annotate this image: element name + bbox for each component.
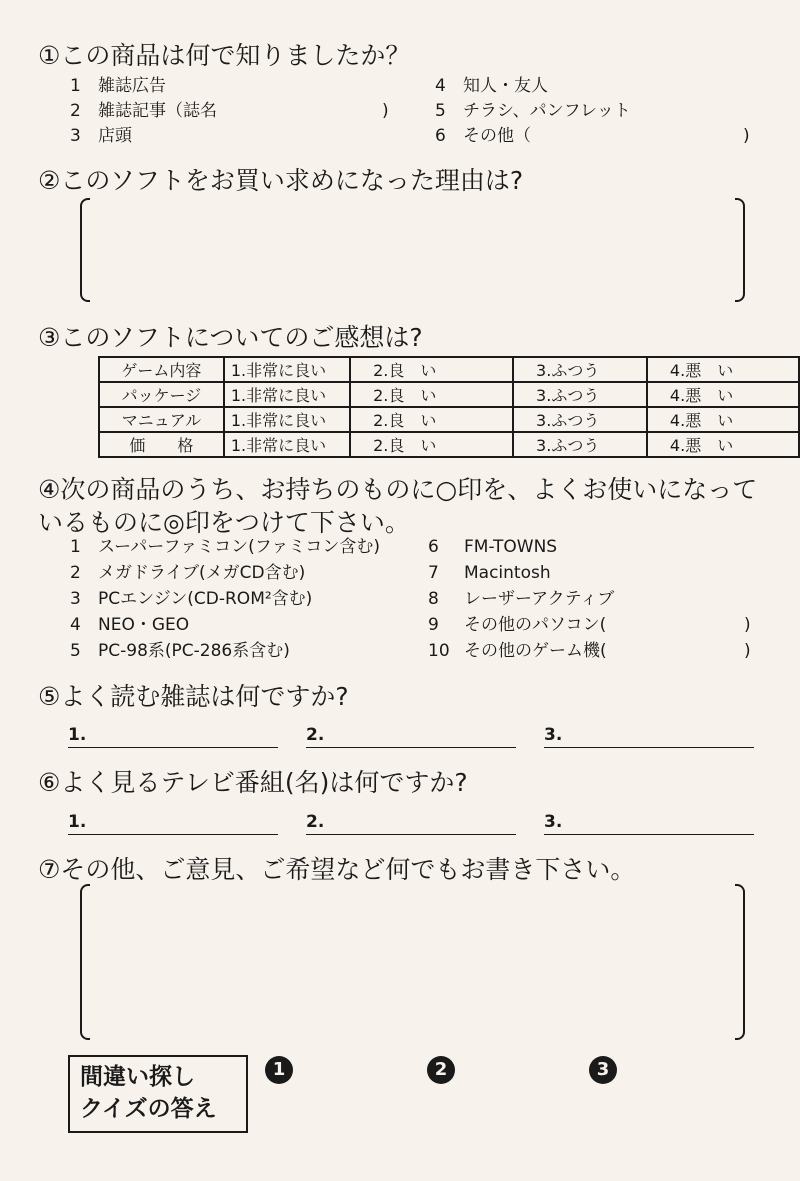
rating-option[interactable]: 1.非常に良い [224,407,350,432]
rating-option[interactable]: 1.非常に良い [224,382,350,407]
question-6-title: ⑥よく見るテレビ番組(名)は何ですか? [38,768,468,797]
option-item[interactable]: 9 その他のパソコン( ) [428,612,758,638]
close-paren: ) [744,615,751,635]
rating-option[interactable]: 4.悪 い [647,357,799,382]
option-item[interactable]: 4 NEO・GEO [70,615,190,635]
rating-option[interactable]: 4.悪 い [647,382,799,407]
question-7-title: ⑦その他、ご意見、ご希望など何でもお書き下さい。 [38,855,636,884]
option-item[interactable]: 1 雑誌広告 [70,76,166,96]
rating-option[interactable]: 3.ふつう [513,432,647,457]
quiz-answer-marker-1: 1 [265,1056,293,1084]
option-item[interactable]: 3 店頭 [70,126,132,146]
right-bracket [735,198,745,302]
rating-table [98,356,800,458]
rating-option[interactable]: 2.良 い [350,407,513,432]
option-item[interactable]: 6 その他（ ) [435,124,755,149]
option-item[interactable]: 2 メガドライブ(メガCD含む) [70,563,306,583]
row-category: パッケージ [99,382,224,407]
table-row [99,407,799,432]
close-paren: ) [744,641,751,661]
question-3-title: ③このソフトについてのご感想は? [38,323,423,352]
close-paren: ) [743,126,750,146]
option-item[interactable]: 7 Macintosh [428,563,551,583]
right-bracket [735,884,745,1040]
question-4-options-right [428,534,758,664]
left-bracket [80,884,90,1040]
magazine-field-1[interactable]: 1. [68,725,278,748]
rating-option[interactable]: 2.良 い [350,432,513,457]
rating-option[interactable]: 3.ふつう [513,357,647,382]
question-5-title: ⑤よく読む雑誌は何ですか? [38,682,349,711]
option-item[interactable]: 2 雑誌記事（誌名 ) [70,99,410,124]
tv-program-field-3[interactable]: 3. [544,812,754,835]
quiz-answer-marker-3: 3 [589,1056,617,1084]
row-category: ゲーム内容 [99,357,224,382]
question-4-title-line2: いるものに◎印をつけて下さい。 [38,508,410,537]
quiz-answer-marker-2: 2 [427,1056,455,1084]
option-item[interactable]: 6 FM-TOWNS [428,537,558,557]
tv-program-field-2[interactable]: 2. [306,812,516,835]
magazine-field-2[interactable]: 2. [306,725,516,748]
question-2-title: ②このソフトをお買い求めになった理由は? [38,166,524,195]
rating-option[interactable]: 1.非常に良い [224,357,350,382]
rating-option[interactable]: 3.ふつう [513,382,647,407]
row-category: 価 格 [99,432,224,457]
quiz-answer-label: 間違い探し クイズの答え [68,1055,248,1133]
rating-option[interactable]: 3.ふつう [513,407,647,432]
magazine-field-3[interactable]: 3. [544,725,754,748]
close-paren: ) [382,101,389,121]
question-1-title: ①この商品は何で知りましたか？ [38,41,411,70]
question-4-title-line1: ④次の商品のうち、お持ちのものに○印を、よくお使いになって [38,475,758,504]
question-2-answer-area[interactable] [80,198,745,302]
table-row [99,357,799,382]
rating-option[interactable]: 2.良 い [350,382,513,407]
left-bracket [80,198,90,302]
option-item[interactable]: 4 知人・友人 [435,76,548,96]
rating-option[interactable]: 2.良 い [350,357,513,382]
rating-option[interactable]: 4.悪 い [647,432,799,457]
option-item[interactable]: 1 スーパーファミコン(ファミコン含む) [70,537,381,557]
option-item[interactable]: 8 レーザーアクティブ [428,589,615,609]
question-1-options-right [435,74,755,149]
option-item[interactable]: 5 チラシ、パンフレット [435,101,631,121]
row-category: マニュアル [99,407,224,432]
rating-option[interactable]: 4.悪 い [647,407,799,432]
question-1-options-left [70,74,410,149]
table-row [99,382,799,407]
option-item[interactable]: 3 PCエンジン(CD-ROM²含む) [70,589,313,609]
table-row [99,432,799,457]
rating-option[interactable]: 1.非常に良い [224,432,350,457]
question-4-options-left [70,534,420,664]
tv-program-field-1[interactable]: 1. [68,812,278,835]
option-item[interactable]: 5 PC-98系(PC-286系含む) [70,641,290,661]
option-item[interactable]: 10 その他のゲーム機( ) [428,638,758,664]
question-7-answer-area[interactable] [80,884,745,1040]
